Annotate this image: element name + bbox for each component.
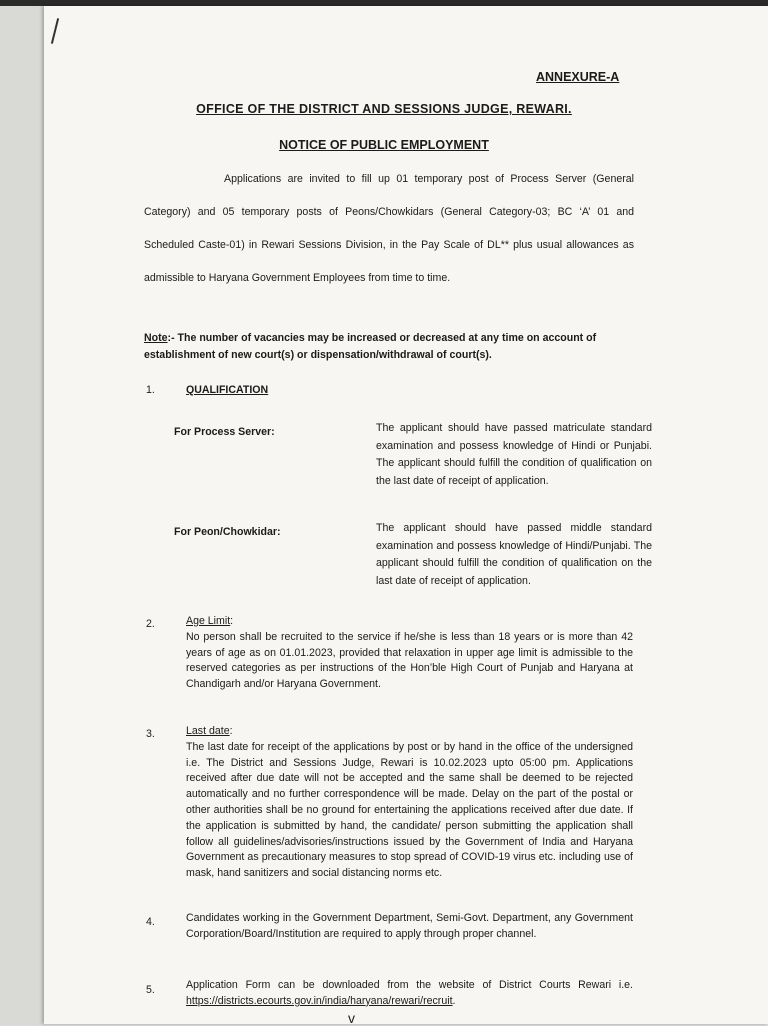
peon-text: The applicant should have passed middle standard examination and possess knowledge of Hindi/Punjabi. The applicant should fulfill the condition of qualification on the last date of receipt of application. bbox=[376, 522, 652, 587]
link-period: . bbox=[452, 994, 456, 1007]
age-limit-heading: Age Limit bbox=[186, 615, 231, 627]
process-server-label: For Process Server: bbox=[174, 426, 275, 438]
initials-mark: v bbox=[348, 1010, 355, 1026]
application-form-block bbox=[186, 978, 633, 1010]
process-server-text: The applicant should have passed matriculate standard examination and possess knowledge of Hindi or Punjabi. The applicant should fulfill the condition of qualification on the last date of receipt of application. bbox=[376, 422, 652, 487]
section-number: 5. bbox=[146, 984, 155, 996]
section-number: 1. bbox=[146, 384, 155, 396]
note-text: :- The number of vacancies may be increased or decreased at any time on account of establishment of new court(s) or dispensation/withdrawal of court(s). bbox=[144, 332, 597, 361]
intro-paragraph bbox=[144, 163, 634, 295]
recruit-link[interactable]: https://districts.ecourts.gov.in/india/haryana/rewari/recruit bbox=[186, 994, 453, 1007]
age-limit-block: Age Limit: No person shall be recruited to the service if he/she is less than 18 years or is more than 42 years of age as on 01.01.2023, provided that relaxation in upper age limit is admissible to the reserved categories as per instructions of the Hon’ble High Court of Punjab and Haryana at Chandigarh and/or Haryana Government. bbox=[186, 615, 633, 691]
qualification-heading: QUALIFICATION bbox=[186, 384, 269, 396]
age-limit-text: No person shall be recruited to the service if he/she is less than 18 years or is more than 42 years of age as on 01.01.2023, provided that relaxation in upper age limit is admissible to the reserved categories as per instructions of the Hon’ble High Court of Punjab and Haryana at Chandigarh and/or Haryana Government. bbox=[186, 630, 633, 691]
section-number: 3. bbox=[146, 728, 155, 740]
note-label: Note bbox=[144, 332, 168, 344]
note-paragraph bbox=[144, 330, 634, 364]
last-date-block: Last date: The last date for receipt of the applications by post or by hand in the office of the undersigned i.e. The District and Sessions Judge, Rewari is 10.02.2023 upto 05:00 pm. Applications received after due date will not be accepted and the same shall be deemed to be rejected automatically and no further correspondence will be made. Delay on the part of the postal or other authorities shall be no ground for entertaining the applications received after due date. If the application is submitted by hand, the candidate/ person submitting the application shall follow all guidelines/advisories/instructions issued by the Government of India and Haryana Government as precautionary measures to stop spread of COVID-19 virus etc. including use of mask, hand sanitizers and social distancing norms etc. bbox=[186, 725, 633, 880]
annexure-label: ANNEXURE-A bbox=[536, 70, 620, 84]
last-date-text: The last date for receipt of the applications by post or by hand in the office of the undersigned i.e. The District and Sessions Judge, Rewari is 10.02.2023 upto 05:00 pm. Applications received after due date will not be accepted and the same shall be deemed to be rejected automatically and no further correspondence will be made. Delay on the part of the postal or other authorities shall be no ground for entertaining the applications received after due date. If the application is submitted by hand, the candidate/ person submitting the application shall follow all guidelines/advisories/instructions issued by the Government of India and Haryana Government as precautionary measures to stop spread of COVID-19 virus etc. including use of mask, hand sanitizers and social distancing norms etc. bbox=[186, 740, 633, 880]
last-date-heading: Last date bbox=[186, 725, 230, 737]
application-form-text: Application Form can be downloaded from the website of District Courts Rewari i.e. bbox=[186, 979, 633, 991]
office-title: OFFICE OF THE DISTRICT AND SESSIONS JUDGE, REWARI. bbox=[196, 102, 572, 116]
notice-title: NOTICE OF PUBLIC EMPLOYMENT bbox=[279, 138, 489, 152]
peon-label: For Peon/Chowkidar: bbox=[174, 526, 281, 538]
section-number: 2. bbox=[146, 618, 155, 630]
intro-text: Applications are invited to fill up 01 temporary post of Process Server (General Category) and 05 temporary posts of Peons/Chowkidars (General Category-03; BC ‘A’ 01 and Scheduled Caste-01) in Rewari Sessions Division, in the Pay Scale of DL** plus usual allowances as admissible to Haryana Government Employees from time to time. bbox=[144, 173, 634, 284]
candidates-text: Candidates working in the Government Department, Semi-Govt. Department, any Government Corporation/Board/Institution are required to apply through proper channel. bbox=[186, 912, 633, 940]
section-number: 4. bbox=[146, 916, 155, 928]
